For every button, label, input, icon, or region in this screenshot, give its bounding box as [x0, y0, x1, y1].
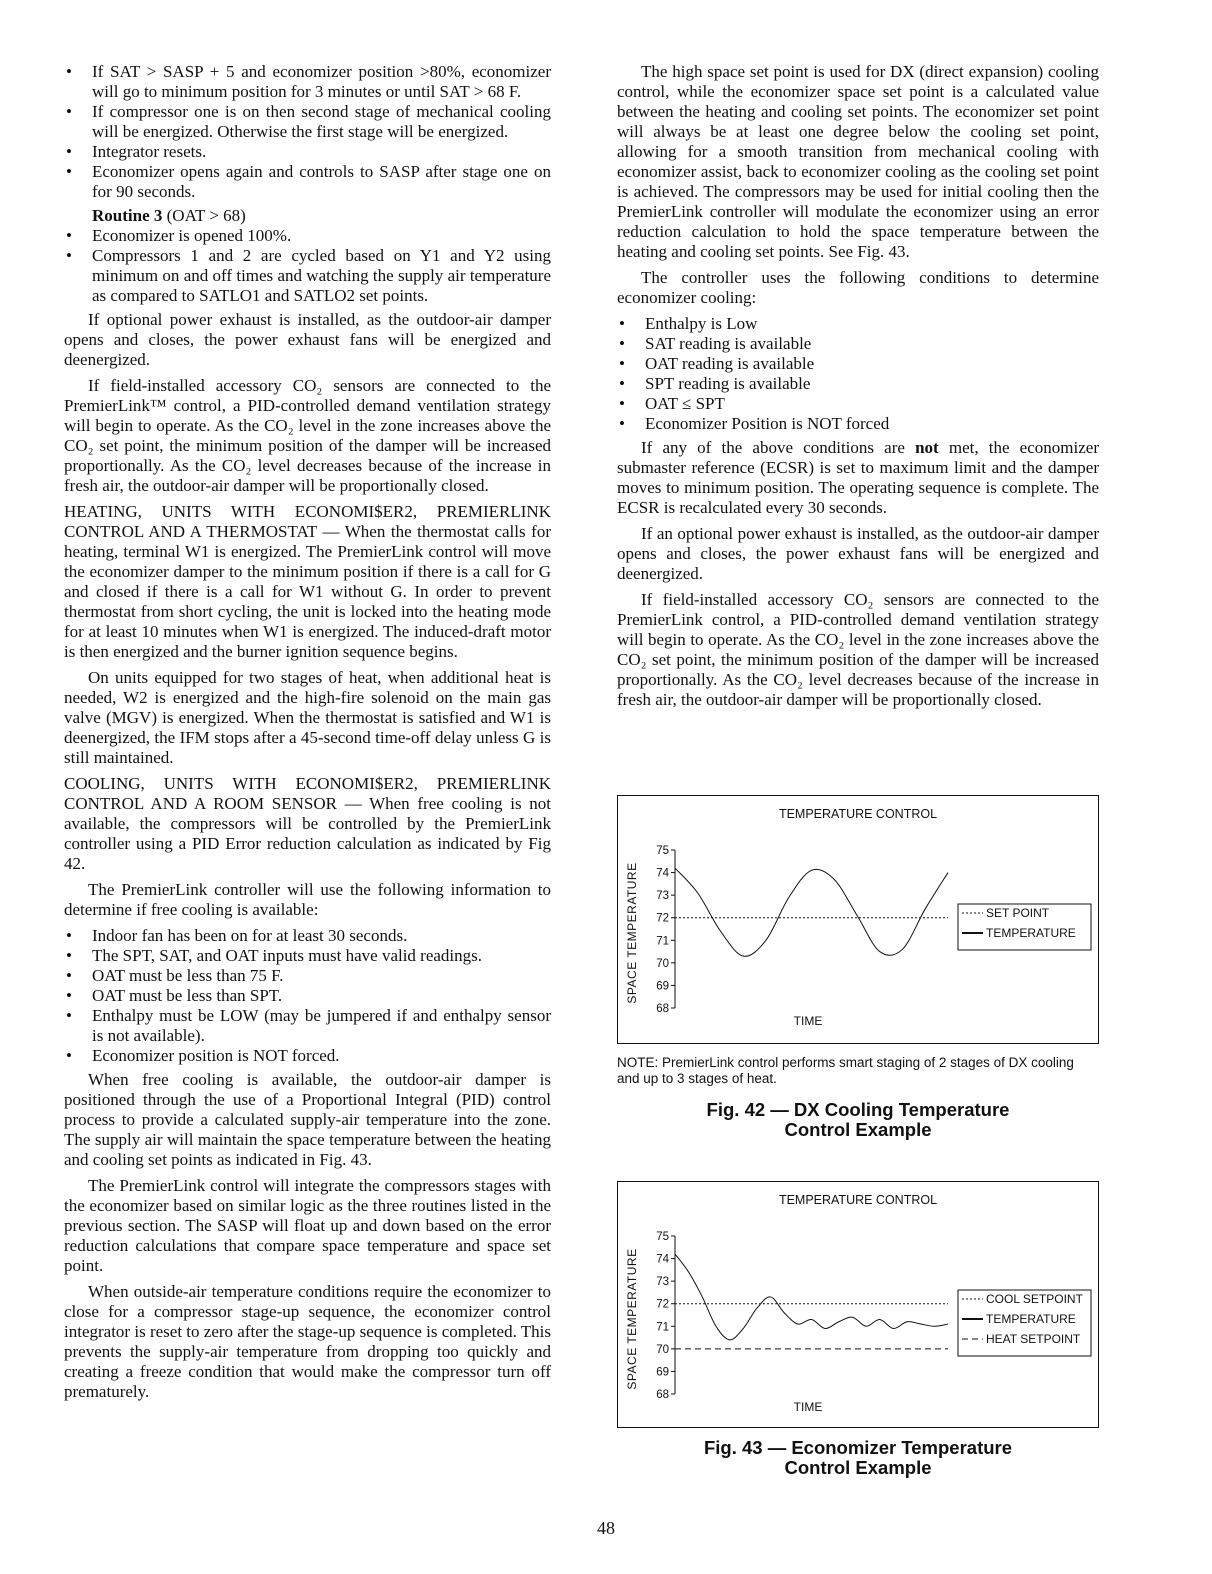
list-item: • If SAT > SASP + 5 and economizer position >80%, economizer will go to minimum position for 3 minutes or until SAT > 68 F.: [64, 62, 551, 102]
series-line-temperature: [675, 1254, 948, 1340]
y-tick-label: 70: [656, 1343, 669, 1356]
list-item: • OAT ≤ SPT: [617, 394, 1099, 414]
list-item: • OAT must be less than SPT.: [64, 986, 551, 1006]
y-tick-label: 69: [656, 1366, 669, 1379]
fig42-caption: [617, 1100, 1099, 1140]
y-tick-label: 71: [656, 1321, 669, 1334]
paragraph-heating: [64, 502, 551, 662]
y-tick-label: 73: [656, 890, 669, 903]
fig43-caption-line2: Control Example: [784, 1457, 932, 1478]
page-number: 48: [597, 1518, 615, 1538]
list-item: • Indoor fan has been on for at least 30 seconds.: [64, 926, 551, 946]
list-item: • Economizer Position is NOT forced: [617, 414, 1099, 434]
list-item: • The SPT, SAT, and OAT inputs must have valid readings.: [64, 946, 551, 966]
list-item: • Enthalpy is Low: [617, 314, 1099, 334]
paragraph-conditions: The controller uses the following conditions to determine economizer cooling:: [617, 268, 1099, 307]
list-item: • Enthalpy must be LOW (may be jumpered if and enthalpy sensor is not available).: [64, 1006, 551, 1046]
heading-heating: HEATING, UNITS WITH ECONOMI$ER2, PREMIERLINK CONTROL AND A THERMOSTAT —: [64, 502, 551, 541]
right-column: [617, 62, 1099, 716]
legend-label: HEAT SETPOINT: [986, 1332, 1081, 1346]
y-tick-label: 73: [656, 1276, 669, 1289]
fig42-chart-box: [617, 795, 1099, 1044]
fig43-caption-line1: Fig. 43 — Economizer Temperature: [703, 1437, 1013, 1458]
routine3-heading: [92, 206, 551, 226]
fig42-note: NOTE: PremierLink control performs smart staging of 2 stages of DX cooling and up to 3 stages of heat.: [617, 1055, 1074, 1086]
fig42-caption-line1: Fig. 42 — DX Cooling Temperature: [706, 1099, 1010, 1120]
paragraph-free-cooling: When free cooling is available, the outdoor-air damper is positioned through the use of a Proportional Integral (PID) control process to provide a calculated supply-air temperature into the zone. The supply air will maintain the space temperature between the heating and cooling set points as indicated in Fig. 43.: [64, 1070, 551, 1169]
y-tick-label: 71: [656, 935, 669, 948]
list-item: • Compressors 1 and 2 are cycled based on Y1 and Y2 using minimum on and off times and watching the supply air temperature as compared to SATLO1 and SATLO2 set points.: [64, 246, 551, 306]
routine2-bullets: [64, 62, 551, 202]
list-item: • Economizer position is NOT forced.: [64, 1046, 551, 1066]
any-text-a: If any of the above conditions are: [641, 438, 916, 457]
series-line-temperature: [675, 868, 948, 956]
y-axis-label: SPACE TEMPERATURE: [625, 862, 639, 1004]
legend-label: TEMPERATURE: [986, 926, 1076, 940]
y-tick-label: 74: [656, 867, 669, 880]
legend-label: COOL SETPOINT: [986, 1292, 1083, 1306]
legend-label: SET POINT: [986, 906, 1050, 920]
paragraph-two-stage: On units equipped for two stages of heat, when additional heat is needed, W2 is energized and the high-fire solenoid on the main gas valve (MGV) is energized. When the thermostat is satisfied and W1 is deenergized, the IFM stops after a 45-second time-off delay unless G is still maintained.: [64, 668, 551, 767]
list-item: • Economizer is opened 100%.: [64, 226, 551, 246]
routine3-bullets: [64, 226, 551, 306]
list-item: • Integrator resets.: [64, 142, 551, 162]
paragraph-any-conditions: [617, 438, 1099, 518]
free-cooling-bullets: [64, 926, 551, 1066]
y-tick-label: 70: [656, 957, 669, 970]
paragraph-info: The PremierLink controller will use the following information to determine if free cooling is available:: [64, 880, 551, 919]
chart-title: TEMPERATURE CONTROL: [778, 807, 938, 821]
list-item: • If compressor one is on then second stage of mechanical cooling will be energized. Otherwise the first stage will be energized.: [64, 102, 551, 142]
any-text-b: met, the economizer submaster reference (ECSR) is set to maximum limit and the damper moves to minimum position. The operating sequence is complete. The ECSR is recalculated every 30 seconds.: [617, 438, 1099, 517]
fig42-chart: [618, 796, 1098, 1043]
fig43-chart: [618, 1182, 1098, 1427]
y-tick-label: 69: [656, 980, 669, 993]
left-column: [64, 62, 551, 1408]
paragraph-co2: If field-installed accessory CO₂ sensors are connected to the PremierLink™ control, a PID-controlled demand ventilation strategy will begin to operate. As the CO₂ level in the zone increases above the CO₂ set point, the minimum position of the damper will be increased proportionally. As the CO₂ level decreases because of the increase in fresh air, the outdoor-air damper will be proportionally closed.: [64, 376, 551, 495]
not-emphasis: not: [915, 438, 939, 457]
paragraph-co2-2: If field-installed accessory CO₂ sensors are connected to the PremierLink control, a PID-controlled demand ventilation strategy will begin to operate. As the CO₂ level in the zone increases above the CO₂ set point, the minimum position of the damper will be increased proportionally. As the CO₂ level decreases because of the increase in fresh air, the outdoor-air damper will be proportionally closed.: [617, 590, 1099, 709]
cooling-text: When free cooling is not available, the compressors will be controlled by the PremierLink controller using a PID Error reduction calculation as indicated by Fig 42.: [64, 794, 551, 873]
chart-title: TEMPERATURE CONTROL: [778, 1193, 938, 1207]
heating-text: When the thermostat calls for heating, terminal W1 is energized. The PremierLink control will move the economizer damper to the minimum position if there is a call for G and closed if there is a call for W1 without G. In order to prevent thermostat from short cycling, the unit is locked into the heating mode for at least 10 minutes when W1 is energized. The induced-draft motor is then energized and the burner ignition sequence begins.: [64, 522, 551, 661]
y-tick-label: 75: [656, 1231, 669, 1243]
heading-cooling: COOLING, UNITS WITH ECONOMI$ER2, PREMIERLINK CONTROL AND A ROOM SENSOR —: [64, 774, 551, 813]
list-item: • SAT reading is available: [617, 334, 1099, 354]
paragraph-cooling: [64, 774, 551, 874]
fig43-caption: [617, 1438, 1099, 1478]
y-tick-label: 68: [656, 1003, 669, 1015]
list-item: • OAT reading is available: [617, 354, 1099, 374]
y-tick-label: 68: [656, 1389, 669, 1401]
y-tick-label: 72: [656, 912, 669, 925]
paragraph-outside-air: When outside-air temperature conditions require the economizer to close for a compressor stage-up sequence, the economizer control integrator is reset to zero after the stage-up sequence is completed. This prevents the supply-air temperature from dropping too quickly and creating a freeze condition that would make the compressor turn off prematurely.: [64, 1282, 551, 1401]
paragraph-integrate: The PremierLink control will integrate the compressors stages with the economizer based on similar logic as the three routines listed in the previous section. The SASP will float up and down based on the error reduction calculations that compare space temperature and space set point.: [64, 1176, 551, 1275]
paragraph-exhaust: If optional power exhaust is installed, as the outdoor-air damper opens and closes, the power exhaust fans will be energized and deenergized.: [64, 310, 551, 369]
y-tick-label: 75: [656, 845, 669, 857]
paragraph-high-setpoint: The high space set point is used for DX (direct expansion) cooling control, while the economizer space set point is a calculated value between the heating and cooling set points. The economizer set point will always be at least one degree below the cooling set point, allowing for a smooth transition from mechanical cooling with economizer assist, back to economizer cooling as the cooling set point is achieved. The compressors may be used for initial cooling then the PremierLink controller will modulate the economizer using an error reduction calculation to hold the space temperature between the heating and cooling set points. See Fig. 43.: [617, 62, 1099, 261]
x-axis-label: TIME: [793, 1014, 823, 1028]
fig42-caption-line2: Control Example: [784, 1119, 932, 1140]
fig43-chart-box: [617, 1181, 1099, 1428]
y-axis-label: SPACE TEMPERATURE: [625, 1248, 639, 1390]
legend-label: TEMPERATURE: [986, 1312, 1076, 1326]
routine3-label: Routine 3: [92, 206, 163, 225]
routine3-condition: (OAT > 68): [162, 206, 246, 225]
economizer-conditions-bullets: [617, 314, 1099, 434]
y-tick-label: 74: [656, 1253, 669, 1266]
paragraph-exhaust-2: If an optional power exhaust is installed, as the outdoor-air damper opens and closes, the power exhaust fans will be energized and deenergized.: [617, 524, 1099, 583]
list-item: • OAT must be less than 75 F.: [64, 966, 551, 986]
list-item: • SPT reading is available: [617, 374, 1099, 394]
list-item: • Economizer opens again and controls to SASP after stage one on for 90 seconds.: [64, 162, 551, 202]
y-tick-label: 72: [656, 1298, 669, 1311]
x-axis-label: TIME: [793, 1400, 823, 1414]
